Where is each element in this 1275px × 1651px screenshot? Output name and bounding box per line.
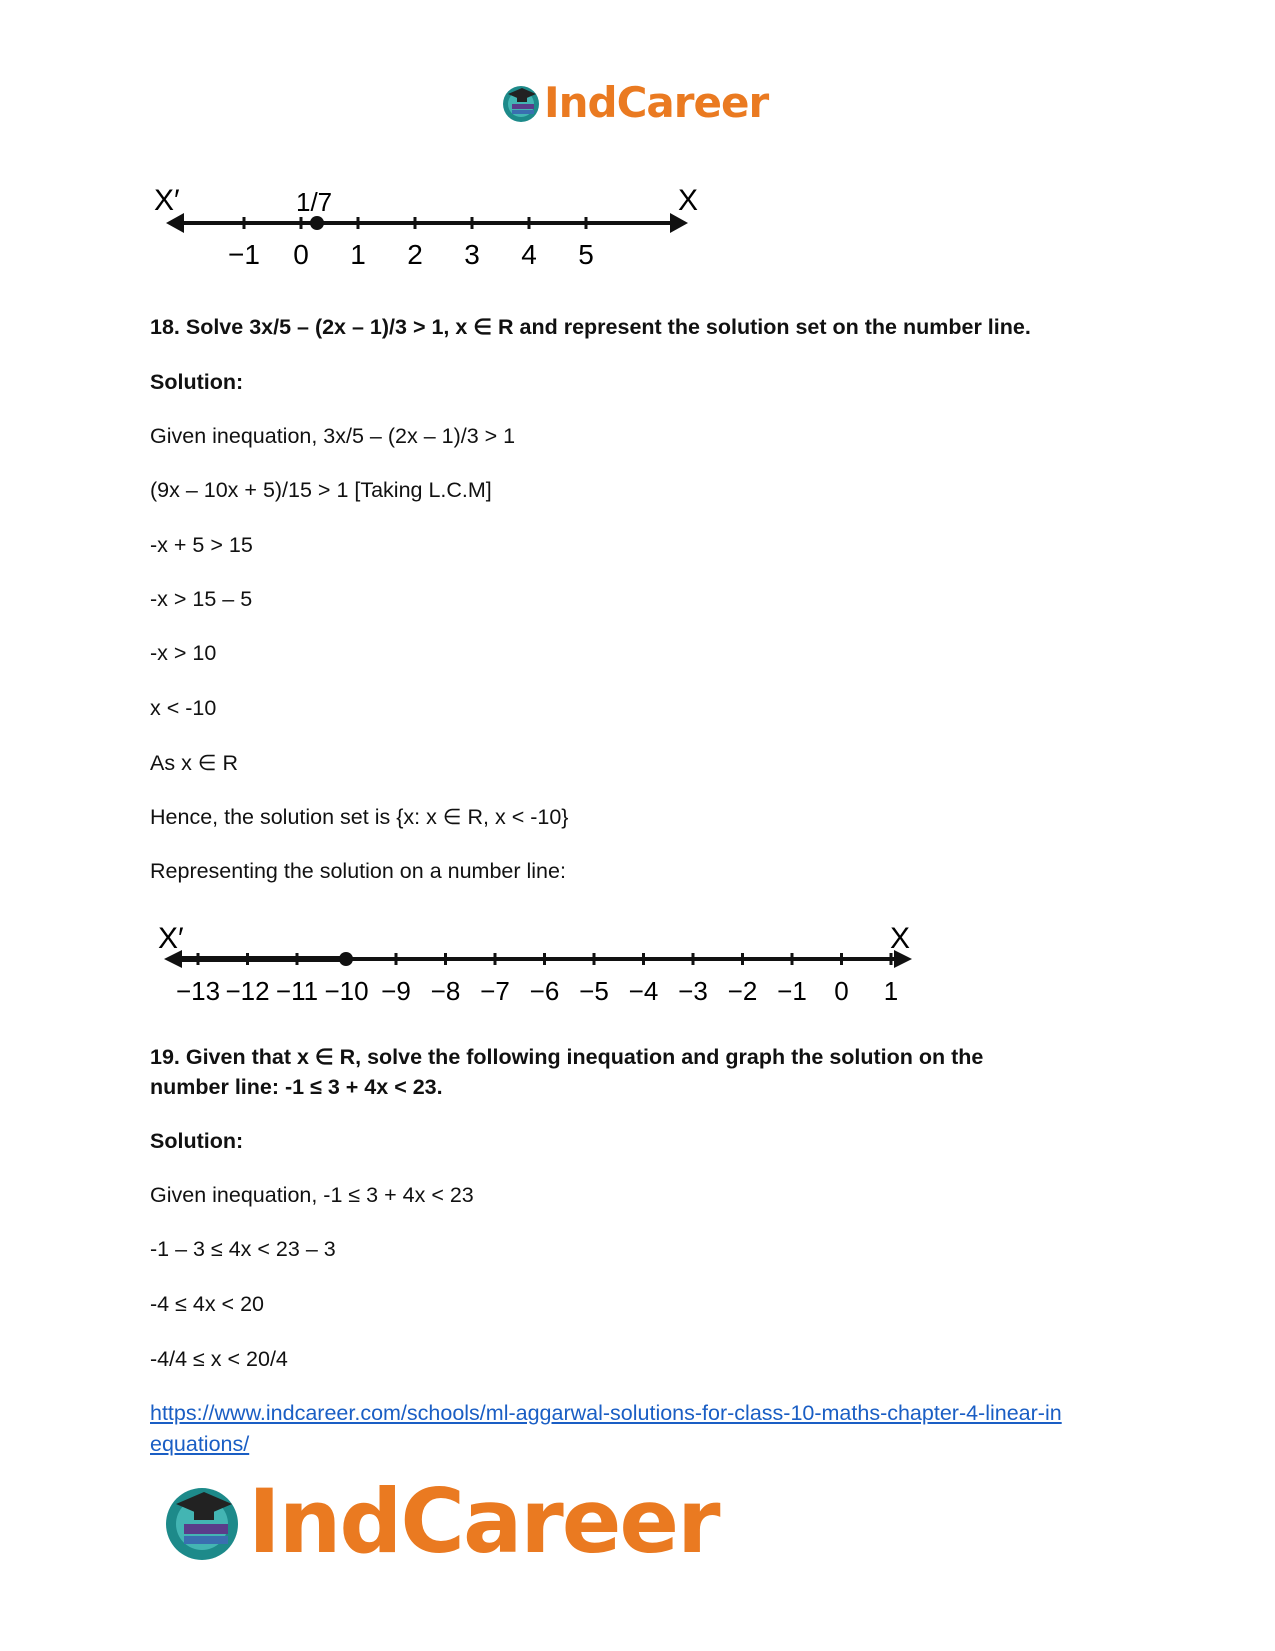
step-18-6: x < -10 xyxy=(150,696,217,720)
tick-label: −3 xyxy=(678,976,708,1006)
tick-label: −12 xyxy=(225,976,270,1006)
question-19-line-1: 19. Given that x ∈ R, solve the following inequation and graph the solution on the xyxy=(150,1045,984,1069)
tick-label: −8 xyxy=(430,976,461,1006)
x-prime-label: X′ xyxy=(158,922,184,955)
step-18-7: As x ∈ R xyxy=(150,751,239,775)
brand-name: IndCareer xyxy=(248,1470,719,1573)
source-link-line-2[interactable]: equations/ xyxy=(150,1432,250,1456)
step-18-5: -x > 10 xyxy=(150,641,217,665)
tick-label: −11 xyxy=(275,976,319,1006)
tick-label: −1 xyxy=(777,976,807,1006)
tick-label: 1 xyxy=(883,976,899,1006)
tick-label: 5 xyxy=(578,239,594,270)
tick-label: −6 xyxy=(529,976,560,1006)
solution-heading-18: Solution: xyxy=(150,370,244,394)
tick-label: 3 xyxy=(464,239,480,270)
footer-logo xyxy=(160,1470,719,1573)
tick-label: 4 xyxy=(521,239,537,270)
number-line-1 xyxy=(150,178,710,278)
tick-label: 2 xyxy=(407,239,423,270)
graduation-cap-globe-icon xyxy=(160,1480,244,1564)
step-18-8: Hence, the solution set is {x: x ∈ R, x < -10} xyxy=(150,805,569,829)
number-line-2 xyxy=(150,914,930,1014)
step-19-1: Given inequation, -1 ≤ 3 + 4x < 23 xyxy=(150,1183,474,1207)
tick-label: 1 xyxy=(350,239,366,270)
source-link-line-1[interactable]: https://www.indcareer.com/schools/ml-aggarwal-solutions-for-class-10-maths-chapter-4-linear-in xyxy=(150,1401,1062,1425)
x-label: X xyxy=(890,922,911,955)
tick-label: −5 xyxy=(579,976,609,1006)
step-18-9: Representing the solution on a number line: xyxy=(150,859,566,883)
tick-label: −13 xyxy=(175,976,221,1006)
step-19-3: -4 ≤ 4x < 20 xyxy=(150,1292,264,1316)
point-label: 1/7 xyxy=(296,187,333,217)
step-19-4: -4/4 ≤ x < 20/4 xyxy=(150,1347,288,1371)
brand-name: IndCareer xyxy=(544,78,769,127)
source-link[interactable] xyxy=(150,1398,1130,1460)
step-18-4: -x > 15 – 5 xyxy=(150,587,253,611)
tick-label: 0 xyxy=(293,239,309,270)
step-18-2: (9x – 10x + 5)/15 > 1 [Taking L.C.M] xyxy=(150,478,492,502)
question-18: 18. Solve 3x/5 – (2x – 1)/3 > 1, x ∈ R and represent the solution set on the number line. xyxy=(150,315,1031,339)
graduation-cap-globe-icon xyxy=(500,82,542,124)
question-19-line-2: number line: -1 ≤ 3 + 4x < 23. xyxy=(150,1075,443,1099)
point-one-seventh xyxy=(310,216,324,230)
solution-heading-19: Solution: xyxy=(150,1129,244,1153)
x-prime-label: X′ xyxy=(154,184,180,217)
tick-label: −7 xyxy=(480,976,510,1006)
point-minus-ten xyxy=(339,952,353,966)
tick-label: −1 xyxy=(228,239,260,270)
step-19-2: -1 – 3 ≤ 4x < 23 – 3 xyxy=(150,1237,336,1261)
tick-label: −9 xyxy=(381,976,411,1006)
tick-label: −10 xyxy=(324,976,369,1006)
step-18-1: Given inequation, 3x/5 – (2x – 1)/3 > 1 xyxy=(150,424,516,448)
tick-label: 0 xyxy=(834,976,849,1006)
step-18-3: -x + 5 > 15 xyxy=(150,533,253,557)
tick-label: −4 xyxy=(628,976,659,1006)
header-logo xyxy=(500,78,768,127)
x-label: X xyxy=(678,184,699,217)
tick-label: −2 xyxy=(727,976,758,1006)
